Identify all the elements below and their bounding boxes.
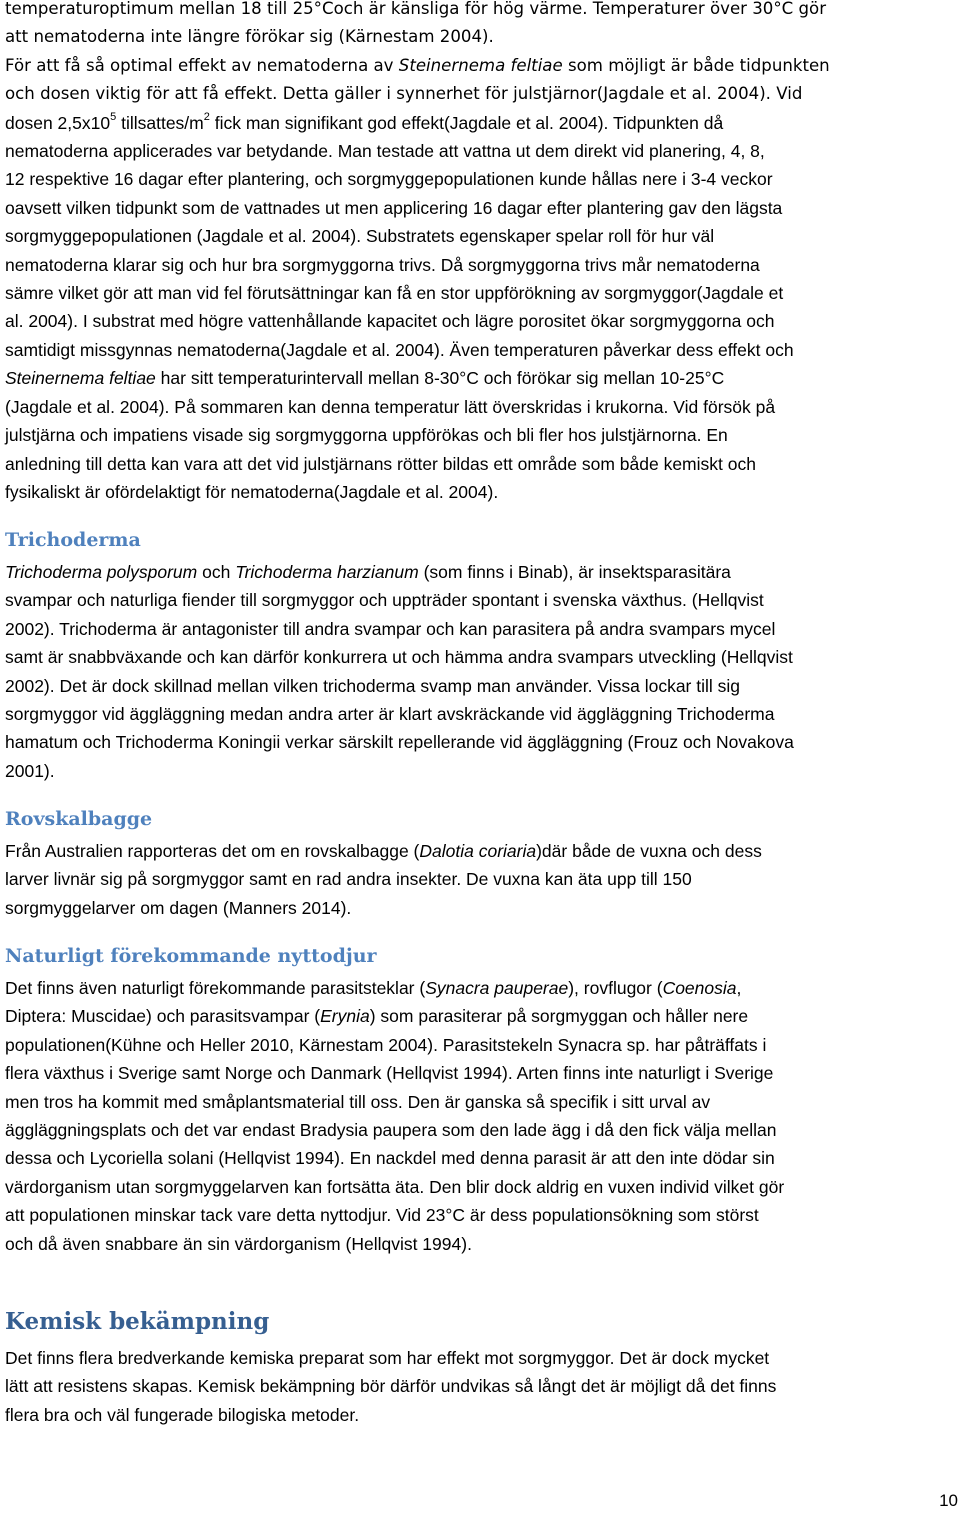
superscript: 2 — [203, 110, 210, 123]
text-line — [5, 974, 960, 1002]
text-line — [5, 558, 960, 586]
section-heading-trichoderma: Trichoderma — [5, 529, 141, 551]
text-run: ) som parasiterar på sorgmyggan och håller nere — [369, 1006, 749, 1027]
nyttodjur-paragraph — [5, 974, 960, 1258]
trichoderma-paragraph — [5, 558, 960, 785]
superscript: 5 — [110, 110, 117, 123]
text-line: äggläggningsplats och det var endast Bradysia paupera som den lade ägg i då den fick välja mellan — [5, 1120, 777, 1141]
text-run: ), rovflugor ( — [568, 978, 663, 998]
text-line: sämre vilket gör att man vid fel förutsättningar kan få en stor uppförökning av sorgmyggor(Jagdale et — [5, 283, 784, 304]
page-number: 10 — [939, 1491, 958, 1510]
text-line: och då även snabbare än sin värdorganism (Hellqvist 1994). — [5, 1233, 472, 1254]
text-line: nematoderna klarar sig och hur bra sorgmyggorna trivs. Då sorgmyggorna trivs mår nematoderna — [5, 254, 760, 275]
text-run: Det finns även naturligt förekommande parasitsteklar ( — [5, 978, 426, 998]
text-line: men tros ha kommit med småplantsmaterial till oss. Den är ganska så specifik i sitt urval av — [5, 1091, 711, 1112]
text-run: , — [736, 978, 742, 998]
text-line: (Jagdale et al. 2004). På sommaren kan denna temperatur lätt överskridas i krukorna. Vid försök på — [5, 396, 776, 417]
text-line: Det finns flera bredverkande kemiska preparat som har effekt mot sorgmyggor. Det är dock mycket — [5, 1348, 770, 1368]
text-line: populationen(Kühne och Heller 2010, Kärnestam 2004). Parasitstekeln Synacra sp. har påträffats i — [5, 1034, 767, 1055]
section-heading-rovskalbagge: Rovskalbagge — [5, 808, 153, 830]
text-line: nematoderna applicerades var betydande. Man testade att vattna ut dem direkt vid planering, 4, 8, — [5, 141, 765, 162]
text-line: lätt att resistens skapas. Kemisk bekämpning bör därför undvikas så långt det är möjligt då det finns — [5, 1376, 777, 1397]
text-line: anledning till detta kan vara att det vid julstjärnans rötter bildas ett område som både kemiskt och — [5, 453, 756, 474]
text-line: flera växthus i Sverige samt Norge och Danmark (Hellqvist 1994). Arten finns inte naturligt i Sverige — [5, 1063, 774, 1084]
text-run: dosen 2,5x10 — [5, 112, 111, 133]
text-run: Från Australien rapporteras det om en rovskalbagge ( — [5, 841, 420, 861]
species-name: Dalotia coriaria — [419, 841, 537, 861]
text-line: samt är snabbväxande och kan därför konkurrera ut och hämma andra svampars utveckling (Hellqvist — [5, 647, 793, 668]
text-line: sorgmyggelarver om dagen (Manners 2014). — [5, 897, 352, 918]
text-line: julstjärna och impatiens visade sig sorgmyggorna uppförökas och bli fler hos julstjärnorna. En — [5, 425, 728, 446]
text-run: tillsattes/m — [116, 112, 204, 133]
text-line: oavsett vilken tidpunkt som de vattnades ut men applicering 16 dagar efter plantering gav den lägsta — [5, 197, 783, 218]
text-line: temperaturoptimum mellan 18 till 25°Coch är känsliga för hög värme. Temperaturer över 30°C gör — [5, 0, 827, 18]
text-line: dessa och Lycoriella solani (Hellqvist 1994). En nackdel med denna parasit är att den inte dödar sin — [5, 1148, 775, 1169]
text-line: sorgmyggepopulationen (Jagdale et al. 2004). Substratets egenskaper spelar roll för hur väl — [5, 226, 715, 247]
text-line: värdorganism utan sorgmyggelarven kan fortsätta äta. Den blir dock aldrig en vuxen individ vilket gör — [5, 1176, 785, 1197]
text-line — [5, 364, 960, 392]
nematode-paragraph — [5, 0, 960, 506]
text-run: som möjligt är både tidpunkten — [562, 55, 830, 75]
text-run: fick man signifikant god effekt(Jagdale et al. 2004). Tidpunkten då — [209, 112, 724, 133]
species-name: Steinernema feltiae — [5, 368, 156, 389]
text-line: samtidigt missgynnas nematoderna(Jagdale et al. 2004). Även temperaturen påverkar dess effekt och — [5, 339, 794, 360]
section-heading-kemisk: Kemisk bekämpning — [5, 1308, 270, 1335]
text-line: att nematoderna inte längre förökar sig (Kärnestam 2004). — [5, 27, 494, 47]
text-line: flera bra och väl fungerade bilogiska metoder. — [5, 1404, 360, 1425]
text-line — [5, 1002, 960, 1030]
text-line — [5, 837, 960, 865]
text-line: al. 2004). I substrat med högre vattenhållande kapacitet och lägre porositet ökar sorgmyggorna och — [5, 311, 775, 332]
species-name: Steinernema feltiae — [398, 55, 563, 75]
text-line: sorgmyggor vid äggläggning medan andra arter är klart avskräckande vid äggläggning Trichoderma — [5, 704, 775, 725]
text-run: har sitt temperaturintervall mellan 8-30°C och förökar sig mellan 10-25°C — [155, 368, 725, 389]
text-line: larver livnär sig på sorgmyggor samt en rad andra insekter. De vuxna kan äta upp till 150 — [5, 869, 692, 890]
species-name: Trichoderma harzianum — [235, 562, 419, 582]
text-line — [5, 52, 960, 80]
text-run: Diptera: Muscidae) och parasitsvampar ( — [5, 1006, 321, 1027]
text-run: För att få så optimal effekt av nematoderna av — [5, 55, 399, 75]
rovskalbagge-paragraph — [5, 837, 960, 922]
text-line: att populationen minskar tack vare detta nyttodjur. Vid 23°C är dess populationsökning som störst — [5, 1205, 759, 1226]
text-line: hamatum och Trichoderma Koningii verkar särskilt repellerande vid äggläggning (Frouz och Novakova — [5, 732, 794, 753]
kemisk-paragraph — [5, 1344, 960, 1429]
text-run: (som finns i Binab), är insektsparasitära — [418, 562, 731, 582]
section-heading-nyttodjur: Naturligt förekommande nyttodjur — [5, 945, 377, 967]
species-name: Erynia — [320, 1006, 370, 1027]
text-run: )där både de vuxna och dess — [536, 841, 762, 861]
text-line: fysikaliskt är ofördelaktigt för nematoderna(Jagdale et al. 2004). — [5, 481, 499, 502]
text-run: och — [197, 562, 236, 582]
text-line: 2002). Det är dock skillnad mellan vilken trichoderma svamp man använder. Vissa lockar till sig — [5, 675, 741, 696]
text-line: 2002). Trichoderma är antagonister till andra svampar och kan parasitera på andra svampars mycel — [5, 618, 776, 639]
species-name: Coenosia — [662, 978, 737, 998]
text-line: svampar och naturliga fiender till sorgmyggor och uppträder spontant i svenska växthus. (Hellqvist — [5, 590, 764, 611]
text-line: 2001). — [5, 760, 55, 781]
text-line: 12 respektive 16 dagar efter plantering, och sorgmyggepopulationen kunde hållas nere i 3-4 veckor — [5, 169, 773, 190]
text-line — [5, 109, 960, 137]
species-name: Trichoderma polysporum — [5, 562, 198, 582]
species-name: Synacra pauperae — [425, 978, 569, 998]
text-line: och dosen viktig för att få effekt. Detta gäller i synnerhet för julstjärnor(Jagdale et al. 2004). Vid — [5, 84, 803, 104]
